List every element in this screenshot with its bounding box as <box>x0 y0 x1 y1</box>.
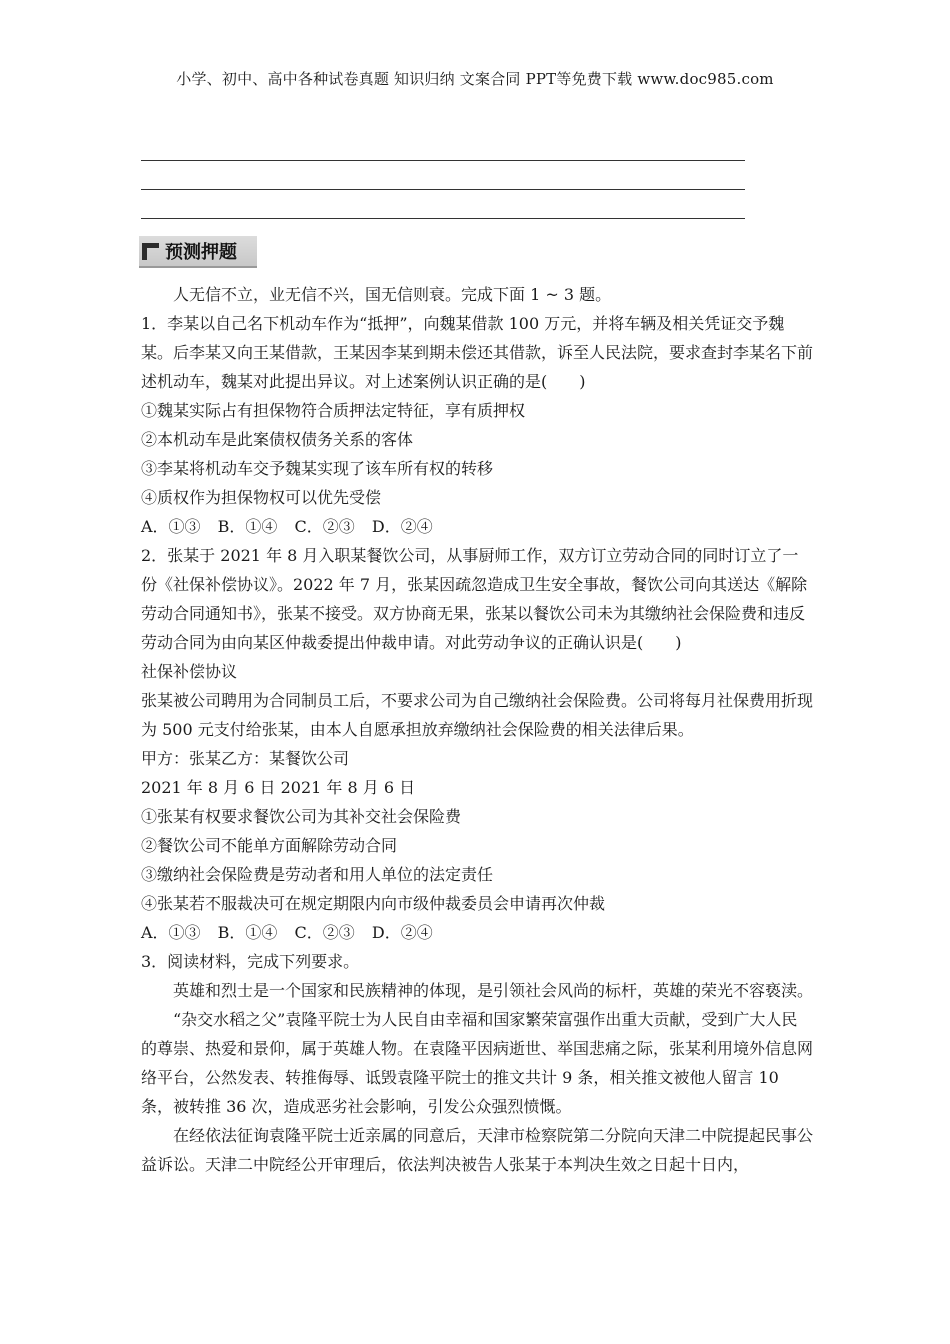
q2-stem: 2．张某于 2021 年 8 月入职某餐饮公司，从事厨师工作，双方订立劳动合同的同时订立了一份《社保补偿协议》。2022 年 7 月，张某因疏忽造成卫生安全事故，餐饮公司向其送达《解除劳动合同通知书》，张某不接受。双方协商无果，张某以餐饮公司未为其缴纳社会保险费和违反劳动合同为由向某区仲裁委提出仲裁申请。对此劳动争议的正确认识是( ) <box>141 546 808 652</box>
q1-choices <box>141 512 813 541</box>
choice-c: C．②③ <box>294 923 355 942</box>
q3-stem: 3．阅读材料，完成下列要求。 <box>141 952 360 971</box>
answer-line <box>141 218 745 219</box>
choice-d: D．②④ <box>371 517 433 536</box>
choice-a: A．①③ <box>141 923 201 942</box>
choice-a: A．①③ <box>141 517 201 536</box>
q2-doc-title: 社保补偿协议 <box>141 662 238 681</box>
q2-item: ②餐饮公司不能单方面解除劳动合同 <box>141 836 398 855</box>
q2-item: ③缴纳社会保险费是劳动者和用人单位的法定责任 <box>141 865 494 884</box>
q3-paragraph: “杂交水稻之父”袁隆平院士为人民自由幸福和国家繁荣富强作出重大贡献，受到广大人民的尊崇、热爱和景仰，属于英雄人物。在袁隆平因病逝世、举国悲痛之际，张某利用境外信息网络平台，公然发表、转推侮辱、诋毁袁隆平院士的推文共计 9 条，相关推文被他人留言 10 条，被转推 36 次，造成恶劣社会影响，引发公众强烈愤慨。 <box>141 1010 814 1116</box>
choice-c: C．②③ <box>294 517 355 536</box>
section-title <box>139 236 257 268</box>
q1-item: ④质权作为担保物权可以优先受偿 <box>141 488 382 507</box>
q3-paragraph: 在经依法征询袁隆平院士近亲属的同意后，天津市检察院第二分院向天津二中院提起民事公益诉讼。天津二中院经公开审理后，依法判决被告人张某于本判决生效之日起十日内， <box>141 1126 814 1174</box>
page-header: 小学、初中、高中各种试卷真题 知识归纳 文案合同 PPT等免费下载 www.doc985.com <box>176 70 774 88</box>
corner-mark-icon <box>142 243 159 260</box>
q2-doc-body: 张某被公司聘用为合同制员工后，不要求公司为自己缴纳社会保险费。公司将每月社保费用折现为 500 元支付给张某，由本人自愿承担放弃缴纳社会保险费的相关法律后果。 <box>141 691 814 739</box>
content <box>141 280 813 1179</box>
answer-line <box>141 189 745 190</box>
q1-item: ②本机动车是此案债权债务关系的客体 <box>141 430 414 449</box>
q1-stem: 1．李某以自己名下机动车作为“抵押”，向魏某借款 100 万元，并将车辆及相关凭证交予魏某。后李某又向王某借款，王某因李某到期未偿还其借款，诉至人民法院，要求查封李某名下前述机动车，魏某对此提出异议。对上述案例认识正确的是( ) <box>141 314 814 391</box>
section-title-text: 预测押题 <box>165 242 237 263</box>
q2-doc-parties: 甲方：张某乙方：某餐饮公司 <box>141 749 350 768</box>
q3-paragraph: 英雄和烈士是一个国家和民族精神的体现，是引领社会风尚的标杆，英雄的荣光不容亵渎。 <box>173 981 814 1000</box>
intro: 人无信不立，业无信不兴，国无信则衰。完成下面 1 ~ 3 题。 <box>173 285 612 304</box>
q1-item: ①魏某实际占有担保物符合质押法定特征，享有质押权 <box>141 401 526 420</box>
choice-d: D．②④ <box>371 923 433 942</box>
answer-line <box>141 160 745 161</box>
q2-doc-dates: 2021 年 8 月 6 日 2021 年 8 月 6 日 <box>141 778 416 797</box>
answer-lines <box>141 160 745 247</box>
q2-item: ④张某若不服裁决可在规定期限内向市级仲裁委员会申请再次仲裁 <box>141 894 606 913</box>
choice-b: B．①④ <box>217 517 278 536</box>
choice-b: B．①④ <box>217 923 278 942</box>
q2-choices <box>141 918 813 947</box>
q1-item: ③李某将机动车交予魏某实现了该车所有权的转移 <box>141 459 494 478</box>
q2-item: ①张某有权要求餐饮公司为其补交社会保险费 <box>141 807 462 826</box>
